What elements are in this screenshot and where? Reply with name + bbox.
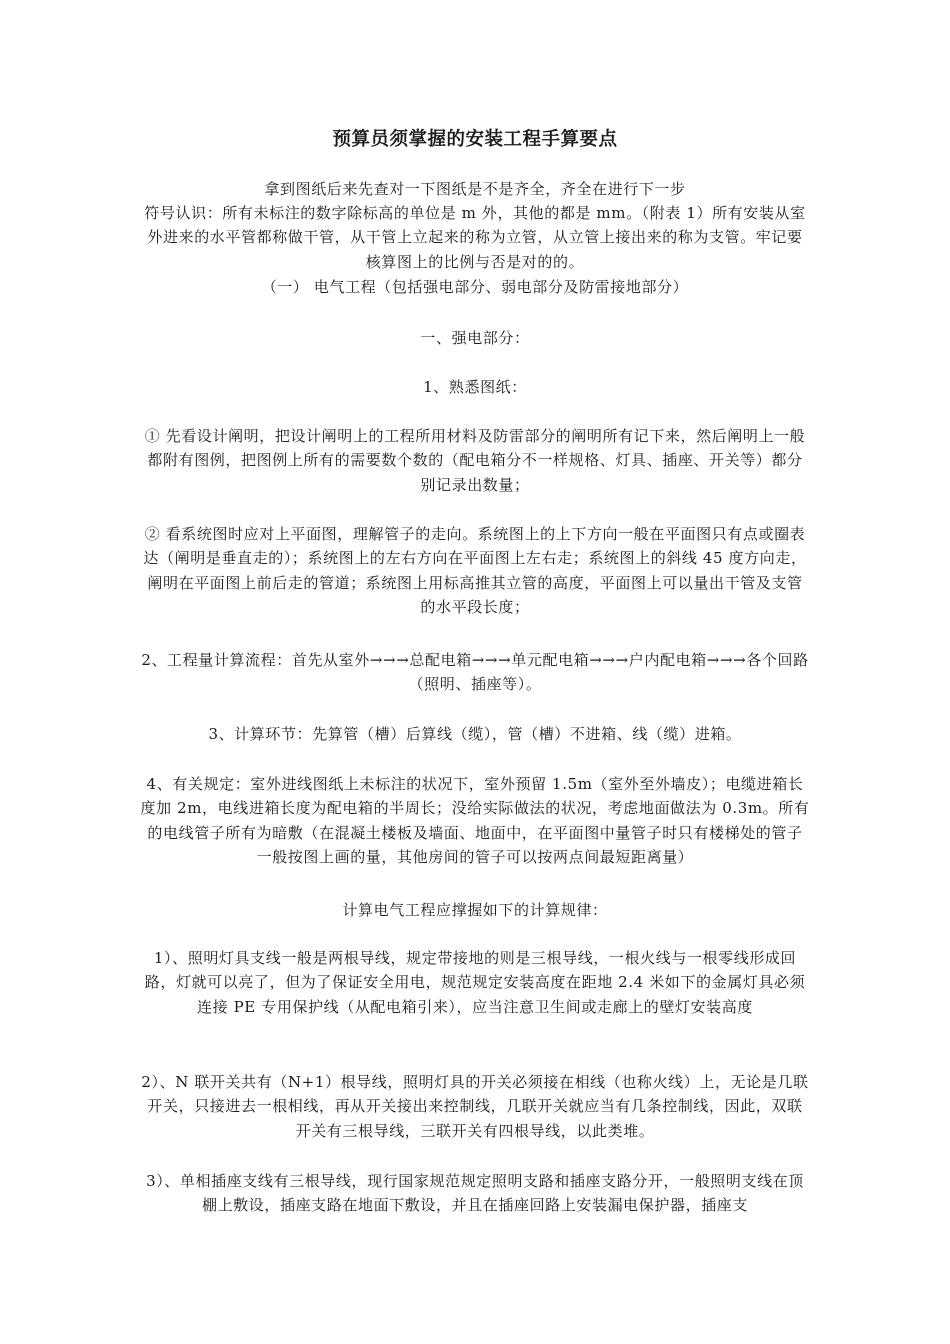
paragraph-step-3: 3、计算环节：先算管（槽）后算线（缆），管（槽）不进箱、线（缆）进箱。	[208, 725, 742, 743]
rules-heading: 计算电气工程应撑握如下的计算规律：	[342, 901, 608, 919]
intro-line-2: 符号认识：所有未标注的数字除标高的单位是 m 外，其他的都是 mm。（附表 1）所有安装从室外进来的水平管都称做干管，从干管上立起来的称为立管，从立管上接出来的称为支管。牢记要核算图上的比例与否是对的的。	[144, 204, 806, 271]
heading-familiar-drawings: 1、熟悉图纸：	[423, 378, 527, 396]
document-title: 预算员须掌握的安装工程手算要点	[332, 129, 618, 150]
intro-line-1: 拿到图纸后来先查对一下图纸是不是齐全，齐全在进行下一步	[264, 180, 686, 198]
paragraph-item-1: ① 先看设计阐明，把设计阐明上的工程所用材料及防雷部分的阐明所有记下来，然后阐明上一般都附有图例，把图例上所有的需要数个数的（配电箱分不一样规格、灯具、插座、开关等）都分别记录出数量；	[144, 427, 806, 494]
heading-strong-current: 一、强电部分：	[420, 329, 530, 347]
section-heading-electrical: （一） 电气工程（包括强电部分、弱电部分及防雷接地部分）	[261, 278, 689, 296]
paragraph-flow: 2、工程量计算流程：首先从室外→→→总配电箱→→→单元配电箱→→→户内配电箱→→→各个回路（照明、插座等）。	[141, 651, 809, 694]
paragraph-item-2: ② 看系统图时应对上平面图，理解管子的走向。系统图上的上下方向一般在平面图只有点或圈表达（阐明是垂直走的）；系统图上的左右方向在平面图上左右走；系统图上的斜线 45 度方向走，阐明在平面图上前后走的管道；系统图上用标高推其立管的高度，平面图上可以量出干管及支管的水平段长度；	[143, 525, 807, 616]
paragraph-rule-a: 1）、照明灯具支线一般是两根导线，规定带接地的则是三根导线，一根火线与一根零线形成回路，灯就可以亮了，但为了保证安全用电，规范规定安装高度在距地 2.4 米如下的金属灯具必须连接 PE 专用保护线（从配电箱引来），应当注意卫生间或走廊上的壁灯安装高度	[144, 949, 806, 1016]
paragraph-rule-b: 2）、N 联开关共有（N+1）根导线，照明灯具的开关必须接在相线（也称火线）上，无论是几联开关，只接进去一根相线，再从开关接出来控制线，几联开关就应当有几条控制线，因此，双联开关有三根导线，三联开关有四根导线，以此类堆。	[141, 1073, 809, 1140]
paragraph-rule-c: 3）、单相插座支线有三根导线，现行国家规范规定照明支路和插座支路分开，一般照明支线在顶棚上敷设，插座支路在地面下敷设，并且在插座回路上安装漏电保护器，插座支	[146, 1172, 804, 1215]
paragraph-rule-4: 4、有关规定：室外进线图纸上未标注的状况下，室外预留 1.5m（室外至外墙皮）；电缆进箱长度加 2m，电线进箱长度为配电箱的半周长；没给实际做法的状况，考虑地面做法为 0.3m。所有的电线管子所有为暗敷（在混凝土楼板及墙面、地面中，在平面图中量管子时只有楼梯处的管子一般按图上画的量，其他房间的管子可以按两点间最短距离量）	[140, 775, 810, 866]
